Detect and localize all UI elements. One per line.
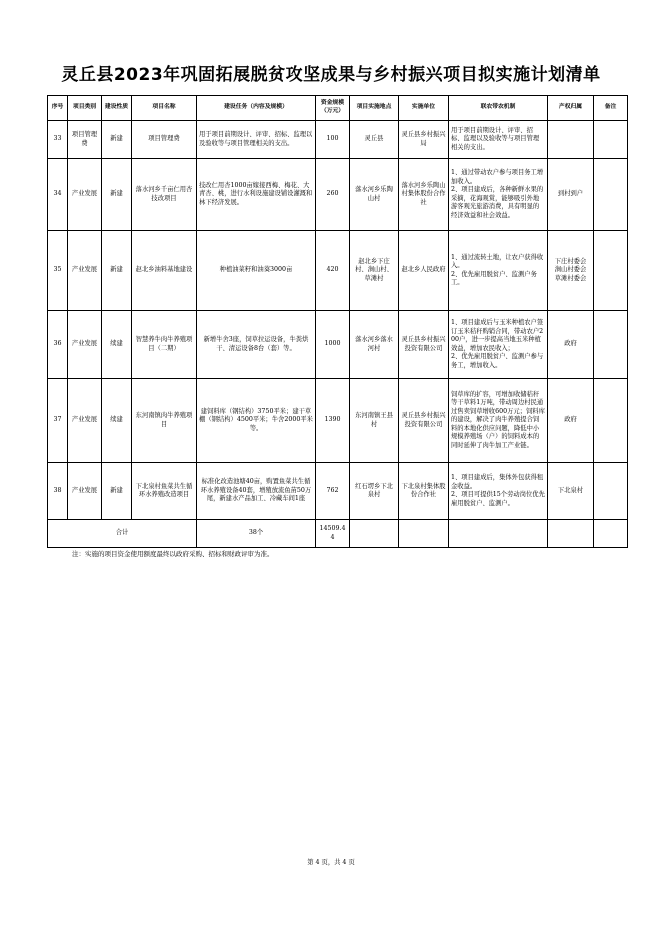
total-empty (594, 520, 628, 548)
cell-nature: 新建 (102, 463, 132, 520)
cell-remark (594, 463, 628, 520)
cell-nature: 新建 (102, 159, 132, 231)
cell-owner: 下北泉村 (548, 463, 594, 520)
cell-category: 产业发展 (68, 231, 102, 311)
table-row (48, 463, 628, 520)
cell-remark (594, 379, 628, 463)
cell-name: 落水河乡千亩仁用杏技改项目 (132, 159, 197, 231)
cell-nature: 新建 (102, 231, 132, 311)
cell-unit: 灵丘县乡村振兴投资有限公司 (399, 379, 449, 463)
cell-task: 技改仁用杏1000亩嫁接西梅、梅花、大青杏、桃，进行水利设施建设铺设灌溉和林下经济发展。 (197, 159, 316, 231)
cell-task: 新增牛舍3座，饲草拉运设备，牛粪烘干、清运设备8台（套）等。 (197, 311, 316, 379)
header-category: 项目类别 (68, 96, 102, 121)
cell-funds: 420 (316, 231, 350, 311)
cell-task: 建饲料库（钢结构）3750平米；建干草棚（钢结构）4500平米；牛舍2000平米等。 (197, 379, 316, 463)
cell-location: 落水河乡落水河村 (350, 311, 399, 379)
cell-owner: 政府 (548, 311, 594, 379)
header-location: 项目实施地点 (350, 96, 399, 121)
footnote: 注：实施的项目资金使用额度最终以政府采购、招标和财政评审为准。 (72, 550, 274, 558)
cell-no: 34 (48, 159, 68, 231)
cell-mechanism: 1、项目建成后，集体外包获得租金收益。 2、项目可提供15个劳动岗位优先雇用脱贫户、监测户。 (449, 463, 548, 520)
total-row (48, 520, 628, 548)
header-owner: 产权归属 (548, 96, 594, 121)
header-funds: 资金规模（万元） (316, 96, 350, 121)
cell-funds: 762 (316, 463, 350, 520)
cell-unit: 灵丘县乡村振兴局 (399, 121, 449, 159)
cell-location: 落水河乡乐陶山村 (350, 159, 399, 231)
page-title: 灵丘县2023年巩固拓展脱贫攻坚成果与乡村振兴项目拟实施计划清单 (61, 65, 601, 85)
cell-mechanism: 1、通过带动农户参与项目务工增加收入。 2、项目建成后，各种新鲜水果的采摘，花海观赏，能够吸引外地游客观光旅游消费，具有明显的经济效益和社会效益。 (449, 159, 548, 231)
cell-task: 标准化改造池塘40亩，购置鱼菜共生循环水养殖设备40套，增殖放流鱼苗50万尾，新建水产品加工、冷藏车间1座 (197, 463, 316, 520)
header-task: 建设任务（内容及规模） (197, 96, 316, 121)
cell-category: 产业发展 (68, 463, 102, 520)
cell-nature: 新建 (102, 121, 132, 159)
cell-task: 种植油菜籽和油葵3000亩 (197, 231, 316, 311)
cell-nature: 续建 (102, 379, 132, 463)
header-name: 项目名称 (132, 96, 197, 121)
header-mechanism: 联农带农机制 (449, 96, 548, 121)
cell-category: 产业发展 (68, 159, 102, 231)
cell-location: 赵北乡下庄村、涧山村、草滩村 (350, 231, 399, 311)
cell-funds: 100 (316, 121, 350, 159)
cell-no: 37 (48, 379, 68, 463)
header-remark: 备注 (594, 96, 628, 121)
cell-no: 33 (48, 121, 68, 159)
total-label: 合计 (48, 520, 197, 548)
total-empty (399, 520, 449, 548)
cell-unit: 赵北乡人民政府 (399, 231, 449, 311)
table-row (48, 121, 628, 159)
cell-no: 35 (48, 231, 68, 311)
total-empty (548, 520, 594, 548)
cell-owner (548, 121, 594, 159)
cell-task: 用于项目前期设计、评审、招标、监理以及验收等与项目管理相关的支出。 (197, 121, 316, 159)
cell-remark (594, 159, 628, 231)
cell-no: 36 (48, 311, 68, 379)
cell-category: 产业发展 (68, 379, 102, 463)
cell-mechanism: 1、通过流转土地，让农户获得收入。 2、优先雇用脱贫户、监测户务工。 (449, 231, 548, 311)
cell-funds: 1390 (316, 379, 350, 463)
total-empty (350, 520, 399, 548)
total-count: 38个 (197, 520, 316, 548)
cell-name: 智慧养牛肉牛养殖项目（二期） (132, 311, 197, 379)
cell-unit: 落水河乡乐陶山村集体股份合作社 (399, 159, 449, 231)
cell-unit: 灵丘县乡村振兴投资有限公司 (399, 311, 449, 379)
cell-mechanism: 1、项目建成后与玉米种植农户签订玉米秸秆购销合同，带动农户200户，进一步提高当地玉米种植效益，增加农民收入； 2、优先雇用脱贫户、监测户参与务工，增加收入。 (449, 311, 548, 379)
cell-remark (594, 311, 628, 379)
table-row (48, 379, 628, 463)
cell-name: 东河南镇肉牛养殖项目 (132, 379, 197, 463)
cell-location: 红石塄乡下北泉村 (350, 463, 399, 520)
cell-location: 东河南镇王县村 (350, 379, 399, 463)
total-empty (449, 520, 548, 548)
cell-category: 产业发展 (68, 311, 102, 379)
cell-funds: 260 (316, 159, 350, 231)
header-unit: 实施单位 (399, 96, 449, 121)
cell-name: 下北泉村鱼菜共生循环水养殖改造项目 (132, 463, 197, 520)
header-nature: 建设性质 (102, 96, 132, 121)
table-row (48, 231, 628, 311)
cell-no: 38 (48, 463, 68, 520)
cell-category: 项目管理费 (68, 121, 102, 159)
total-funds: 14509.44 (316, 520, 350, 548)
cell-unit: 下北泉村集体股份合作社 (399, 463, 449, 520)
cell-name: 项目管理费 (132, 121, 197, 159)
header-no: 序号 (48, 96, 68, 121)
table-header-row (48, 96, 628, 121)
cell-owner: 下庄村委会 涧山村委会 草滩村委会 (548, 231, 594, 311)
table-row (48, 159, 628, 231)
table-row (48, 311, 628, 379)
cell-nature: 续建 (102, 311, 132, 379)
cell-owner: 政府 (548, 379, 594, 463)
project-plan-table (47, 95, 628, 548)
cell-location: 灵丘县 (350, 121, 399, 159)
page-number: 第 4 页，共 4 页 (307, 859, 355, 866)
cell-remark (594, 121, 628, 159)
cell-funds: 1000 (316, 311, 350, 379)
cell-mechanism: 饲草库的扩容，可增加收储秸秆等干草料1万吨，带动周边村民通过售卖饲草增收600万元；饲料库的建设，解决了肉牛养殖提合饲料的本地化供应问题，降低中小规模养殖场（户）的饲料成本的同时延伸了肉牛加工产业链。 (449, 379, 548, 463)
cell-remark (594, 231, 628, 311)
cell-owner: 到村到户 (548, 159, 594, 231)
cell-name: 赵北乡油料基地建设 (132, 231, 197, 311)
cell-mechanism: 用于项目前期设计、评审、招标、监理以及验收等与项目管理相关的支出。 (449, 121, 548, 159)
